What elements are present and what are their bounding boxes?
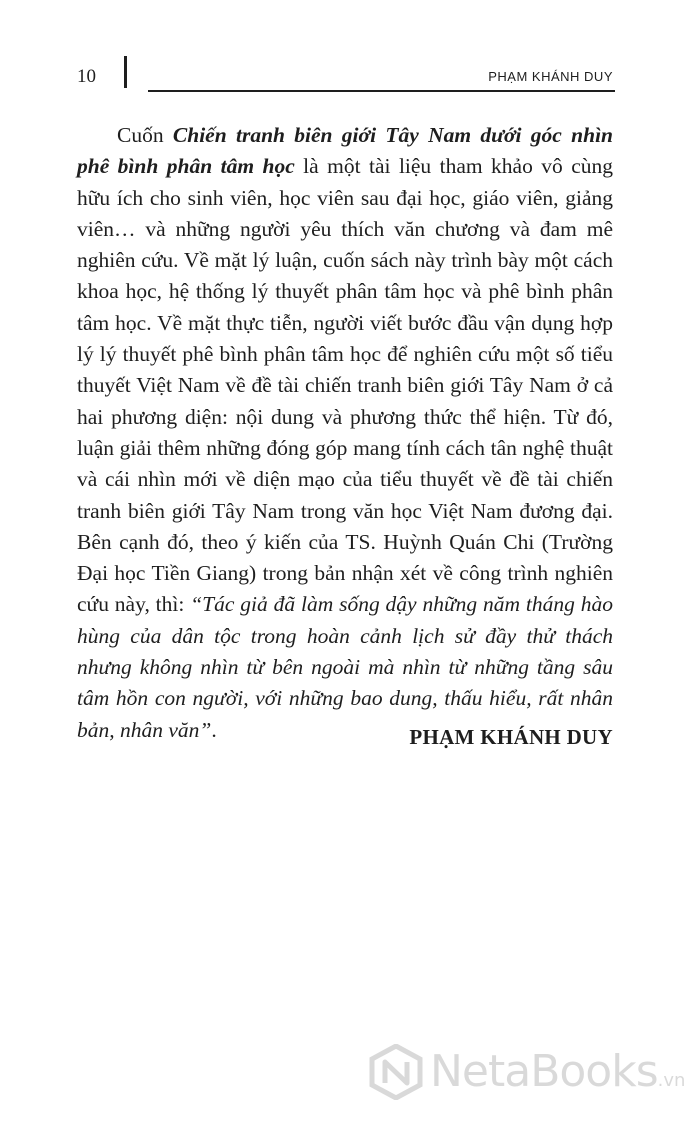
watermark-suffix: .vn bbox=[657, 1070, 686, 1091]
netabooks-logo-icon bbox=[368, 1044, 424, 1100]
page-header bbox=[0, 0, 700, 100]
header-rule bbox=[148, 90, 615, 92]
paragraph-end: . bbox=[211, 717, 217, 742]
header-vertical-bar bbox=[124, 56, 127, 88]
body-paragraph bbox=[77, 120, 613, 746]
running-title: PHẠM KHÁNH DUY bbox=[488, 69, 613, 84]
body-text bbox=[77, 120, 613, 746]
main-text: là một tài liệu tham khảo vô cùng hữu ích cho sinh viên, học viên sau đại học, giáo viên, giảng viên… và những người yêu thích văn chương và đam mê nghiên cứu. Về mặt lý luận, cuốn sách này trình bày một cách khoa học, hệ thống lý thuyết phân tâm học và phê bình phân tâm học. Về mặt thực tiễn, người viết bước đầu vận dụng hợp lý lý thuyết phê bình phân tâm học để nghiên cứu một số tiểu thuyết Việt Nam về đề tài chiến tranh biên giới Tây Nam ở cả hai phương diện: nội dung và phương thức thể hiện. Từ đó, luận giải thêm những đóng góp mang tính cách tân nghệ thuật và cái nhìn mới về diện mạo của tiểu thuyết về đề tài chiến tranh biên giới Tây Nam trong văn học Việt Nam đương đại. Bên cạnh đó, theo ý kiến của TS. Huỳnh Quán Chi (Trường Đại học Tiền Giang) trong bản nhận xét về công trình nghiên cứu này, thì: bbox=[77, 154, 613, 617]
intro-text: Cuốn bbox=[117, 123, 173, 147]
reviewer-quote: “Tác giả đã làm sống dậy những năm tháng hào hùng của dân tộc trong hoàn cảnh lịch sử đầy thử thách nhưng không nhìn từ bên ngoài mà nhìn từ những tầng sâu tâm hồn con người, với những bao dung, thấu hiểu, rất nhân bản, nhân văn” bbox=[77, 592, 613, 742]
watermark-brand: NetaBooks bbox=[430, 1046, 658, 1097]
book-title: Chiến tranh biên giới Tây Nam dưới góc nhìn phê bình phân tâm học bbox=[77, 123, 613, 179]
watermark bbox=[368, 1040, 688, 1106]
watermark-text bbox=[430, 1046, 685, 1097]
author-signature: PHẠM KHÁNH DUY bbox=[409, 725, 613, 749]
page-number: 10 bbox=[77, 66, 96, 87]
